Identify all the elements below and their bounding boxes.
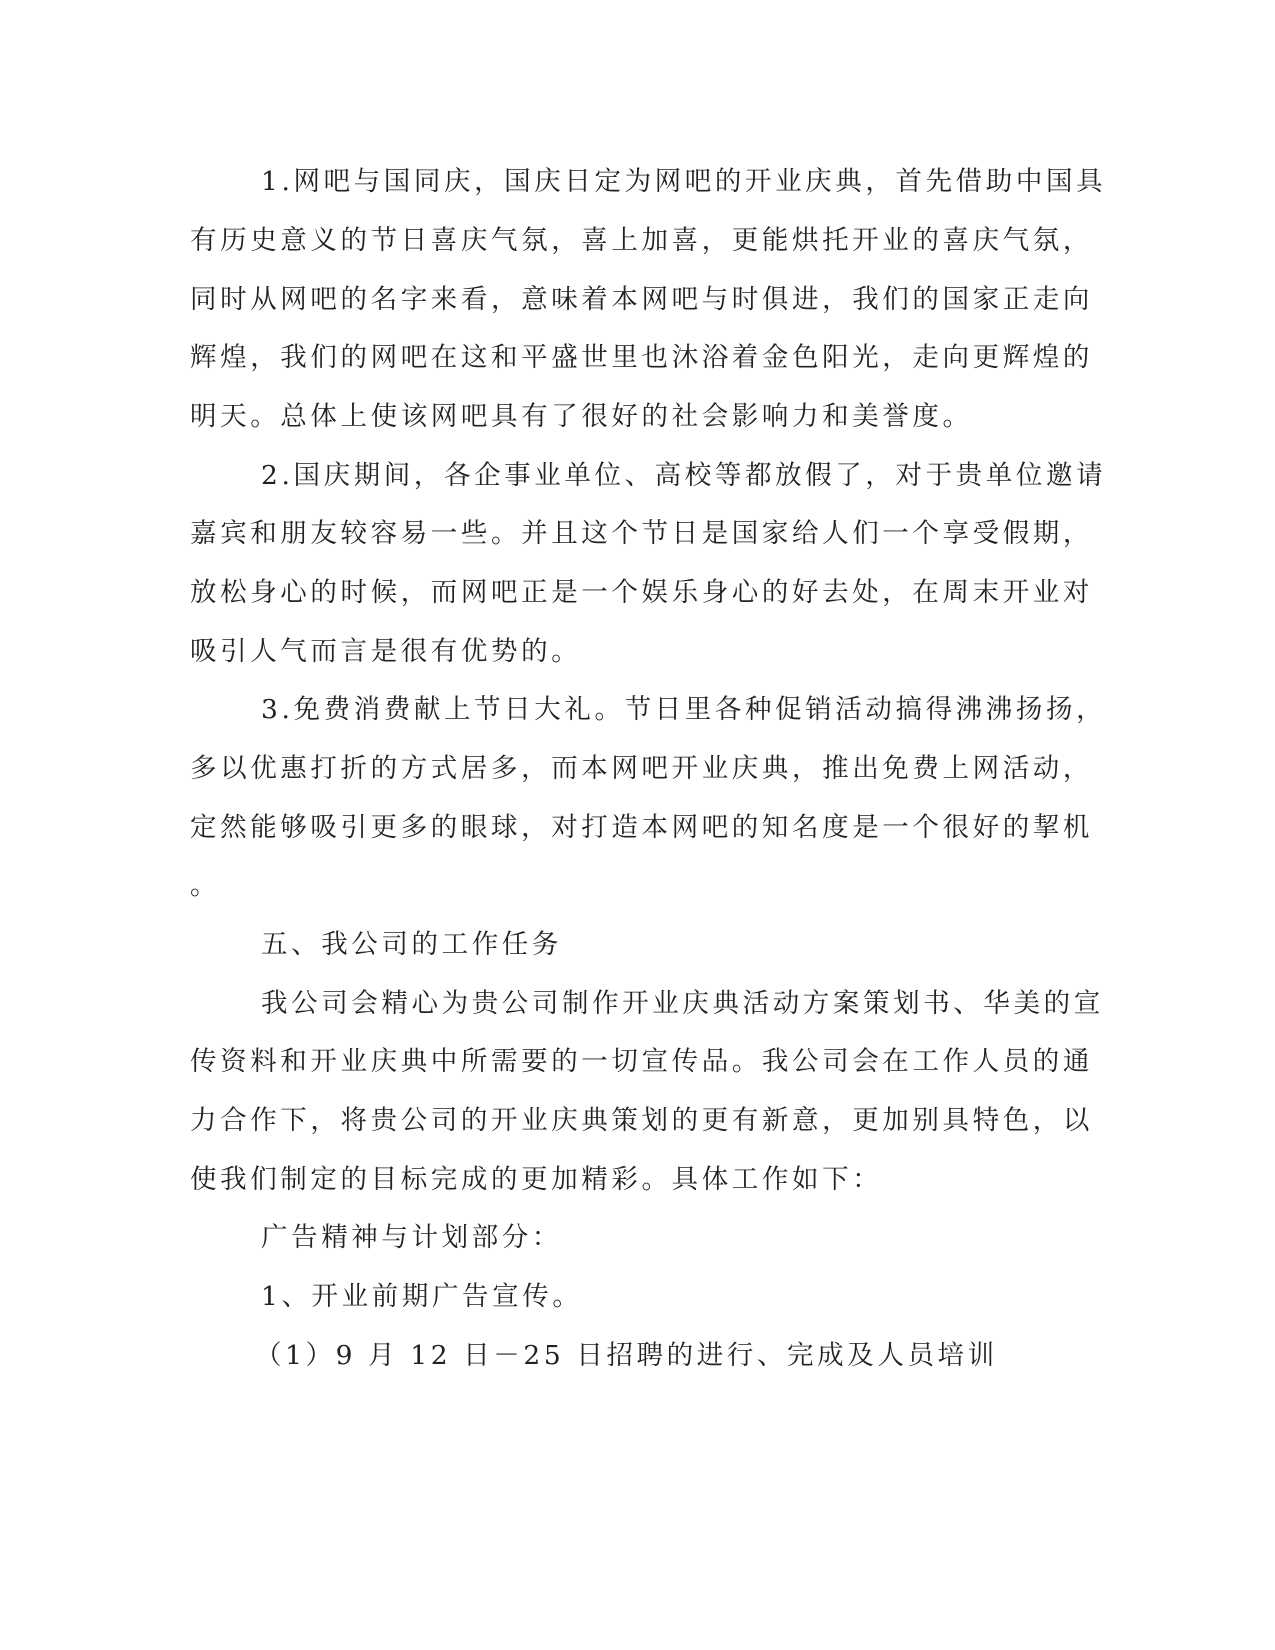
paragraph-1-line-5: 明天。总体上使该网吧具有了很好的社会影响力和美誉度。 [190,401,973,432]
paragraph-2-line-1: 2.国庆期间，各企事业单位、高校等都放假了，对于贵单位邀请 [261,460,1107,491]
paragraph-4-line-4: 使我们制定的目标完成的更加精彩。具体工作如下： [190,1164,883,1195]
paragraph-1-line-4: 辉煌，我们的网吧在这和平盛世里也沐浴着金色阳光，走向更辉煌的 [190,342,1093,373]
paragraph-3-line-3: 定然能够吸引更多的眼球，对打造本网吧的知名度是一个很好的挈机 [190,812,1093,843]
list-subitem-1: （1）9 月 12 日－25 日招聘的进行、完成及人员培训 [255,1340,998,1371]
paragraph-2-line-3: 放松身心的时候，而网吧正是一个娱乐身心的好去处，在周末开业对 [190,577,1093,608]
section-heading: 五、我公司的工作任务 [261,929,562,960]
paragraph-4-line-1: 我公司会精心为贵公司制作开业庆典活动方案策划书、华美的宣 [261,988,1104,1019]
paragraph-1-line-2: 有历史意义的节日喜庆气氛，喜上加喜，更能烘托开业的喜庆气氛， [190,225,1093,256]
paragraph-4-line-2: 传资料和开业庆典中所需要的一切宣传品。我公司会在工作人员的通 [190,1046,1093,1077]
paragraph-3-line-2: 多以优惠打折的方式居多，而本网吧开业庆典，推出免费上网活动， [190,753,1093,784]
paragraph-2-line-2: 嘉宾和朋友较容易一些。并且这个节日是国家给人们一个享受假期， [190,518,1093,549]
subsection-label: 广告精神与计划部分： [261,1222,562,1253]
list-item-1: 1、开业前期广告宣传。 [261,1281,583,1312]
paragraph-2-line-4: 吸引人气而言是很有优势的。 [190,636,582,667]
paragraph-3-line-1: 3.免费消费献上节日大礼。节日里各种促销活动搞得沸沸扬扬， [261,694,1107,725]
paragraph-1-line-3: 同时从网吧的名字来看，意味着本网吧与时俱进，我们的国家正走向 [190,284,1093,315]
paragraph-3-line-4: 。 [190,870,221,901]
paragraph-4-line-3: 力合作下，将贵公司的开业庆典策划的更有新意，更加别具特色，以 [190,1105,1093,1136]
paragraph-1-line-1: 1.网吧与国同庆，国庆日定为网吧的开业庆典，首先借助中国具 [261,166,1107,197]
